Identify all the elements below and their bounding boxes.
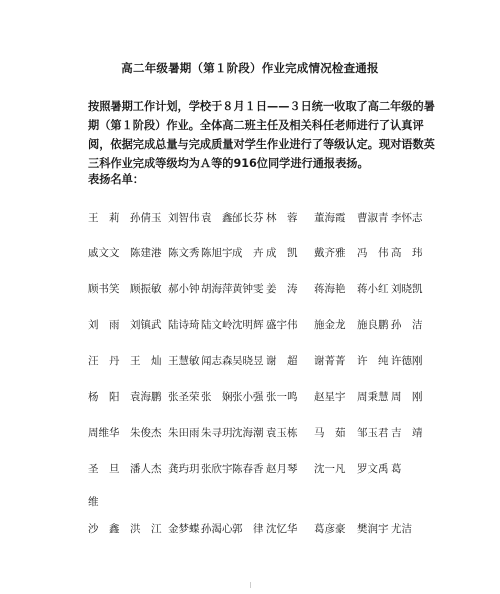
- student-name: 赵月琴: [266, 463, 298, 475]
- student-name: 闻志森: [201, 355, 233, 367]
- student-name: 王 莉: [88, 212, 120, 224]
- name-row: [0, 210, 500, 230]
- student-name: 李怀志: [391, 212, 423, 224]
- student-name: 沈一凡: [314, 463, 346, 475]
- student-name: 施良鹏: [357, 319, 389, 331]
- student-name: 蒋小红: [357, 283, 389, 295]
- student-name: 许德刚: [391, 355, 423, 367]
- student-name: 刘 雨: [88, 319, 120, 331]
- student-name: 周秉慧: [357, 391, 389, 403]
- student-name: 袁玉栋: [266, 427, 298, 439]
- student-name: 胡海萍: [201, 283, 233, 295]
- student-name: 沈明辉: [232, 319, 264, 331]
- page-footer-mark: [250, 582, 251, 588]
- student-name: 陈文秀: [168, 247, 200, 259]
- student-name: 董海霞: [314, 212, 346, 224]
- student-name: 张小强: [232, 391, 264, 403]
- student-name: 郝小钟: [168, 283, 200, 295]
- student-name: 林 蓉: [266, 212, 298, 224]
- name-row: [0, 389, 500, 409]
- student-name: 张欣宇: [201, 463, 233, 475]
- student-name: 刘智伟: [168, 212, 200, 224]
- student-name: 袁海鹏: [130, 391, 162, 403]
- name-row: [0, 245, 500, 265]
- student-name: 王 灿: [130, 355, 162, 367]
- student-name: 朱田雨: [168, 427, 200, 439]
- student-name: 金梦蝶: [168, 523, 200, 535]
- student-name: 蒋海艳: [314, 283, 346, 295]
- name-row: [0, 521, 500, 541]
- student-name: 邰长芬: [232, 212, 264, 224]
- student-name: 潘人杰: [130, 463, 162, 475]
- student-name: 朱俊杰: [130, 427, 162, 439]
- student-name: 葛彦豪: [314, 523, 346, 535]
- student-name: 邹玉君: [357, 427, 389, 439]
- notice-paragraph: 按照暑期工作计划，学校于８月１日——３日统一收取了高二年级的暑期（第１阶段）作业。全体高二班主任及相关科任老师进行了认真评阅，依据完成总量与完成质量对学生作业进行了等级认定。现对语数英三科作业完成等级均为Ａ等的916位同学进行通报表扬。: [88, 100, 435, 170]
- student-name: 吴晓昱: [232, 355, 264, 367]
- student-name: 孙倩玉: [130, 212, 162, 224]
- name-row: [0, 281, 500, 301]
- name-row: [0, 425, 500, 445]
- student-name: 沙 鑫: [88, 523, 120, 535]
- honor-list-label: 表扬名单：: [88, 173, 144, 186]
- student-name: 戚文文: [88, 247, 120, 259]
- student-name: 孙 洁: [391, 319, 423, 331]
- student-name: 张 娴: [201, 391, 233, 403]
- student-name: 郭 律: [232, 523, 264, 535]
- student-name: 顾书笑: [88, 283, 120, 295]
- student-name: 陆诗琦: [168, 319, 200, 331]
- student-name: 尤洁: [391, 523, 412, 535]
- student-name: 汪 丹: [88, 355, 120, 367]
- student-name: 刘晓凯: [391, 283, 423, 295]
- student-name: 罗文禹: [357, 463, 389, 475]
- student-name: 沈忆华: [266, 523, 298, 535]
- name-row: [0, 353, 500, 373]
- document-title: 高二年级暑期（第１阶段）作业完成情况检查通报: [121, 61, 379, 75]
- student-name: 陆文岭: [201, 319, 233, 331]
- student-name: 朱寻玥: [201, 427, 233, 439]
- student-name: 张一鸣: [266, 391, 298, 403]
- student-name: 龚玙玥: [168, 463, 200, 475]
- student-name: 马 茹: [314, 427, 346, 439]
- name-row: [0, 461, 500, 481]
- student-name: 赵星宇: [314, 391, 346, 403]
- student-name: 洪 江: [130, 523, 162, 535]
- student-name: 刘镇武: [130, 319, 162, 331]
- student-name: 成 凯: [266, 247, 298, 259]
- student-name: 姜 涛: [266, 283, 298, 295]
- student-name: 陈春香: [232, 463, 264, 475]
- student-name: 沈海潮: [232, 427, 264, 439]
- student-name: 高 玮: [391, 247, 423, 259]
- student-name: 孙渴心: [201, 523, 233, 535]
- student-name: 戴齐雅: [314, 247, 346, 259]
- student-name: 杨 阳: [88, 391, 120, 403]
- student-name: 谢 超: [266, 355, 298, 367]
- student-name: 黄钟雯: [232, 283, 264, 295]
- student-name: 许 纯: [357, 355, 389, 367]
- student-name: 圣 旦: [88, 463, 120, 475]
- student-name: 周 刚: [391, 391, 423, 403]
- student-name: 陈建港: [130, 247, 162, 259]
- student-name: 樊润宇: [357, 523, 389, 535]
- student-name: 葛: [391, 463, 402, 475]
- student-name: 谢菁菁: [314, 355, 346, 367]
- student-name: 冯 伟: [357, 247, 389, 259]
- student-name: 吉 靖: [391, 427, 423, 439]
- student-name: 曹淑青: [357, 212, 389, 224]
- name-row: [0, 317, 500, 337]
- student-name: 袁 鑫: [201, 212, 233, 224]
- student-name: 王慧敏: [168, 355, 200, 367]
- student-name: 顾振敏: [130, 283, 162, 295]
- student-name: 陈旭宇: [201, 247, 233, 259]
- student-name: 周维华: [88, 427, 120, 439]
- wrapped-name-fragment: 维: [88, 496, 99, 508]
- student-name: 盛宇伟: [266, 319, 298, 331]
- student-name: 张圣荣: [168, 391, 200, 403]
- student-name: 成 卉: [232, 247, 264, 259]
- student-name: 施金龙: [314, 319, 346, 331]
